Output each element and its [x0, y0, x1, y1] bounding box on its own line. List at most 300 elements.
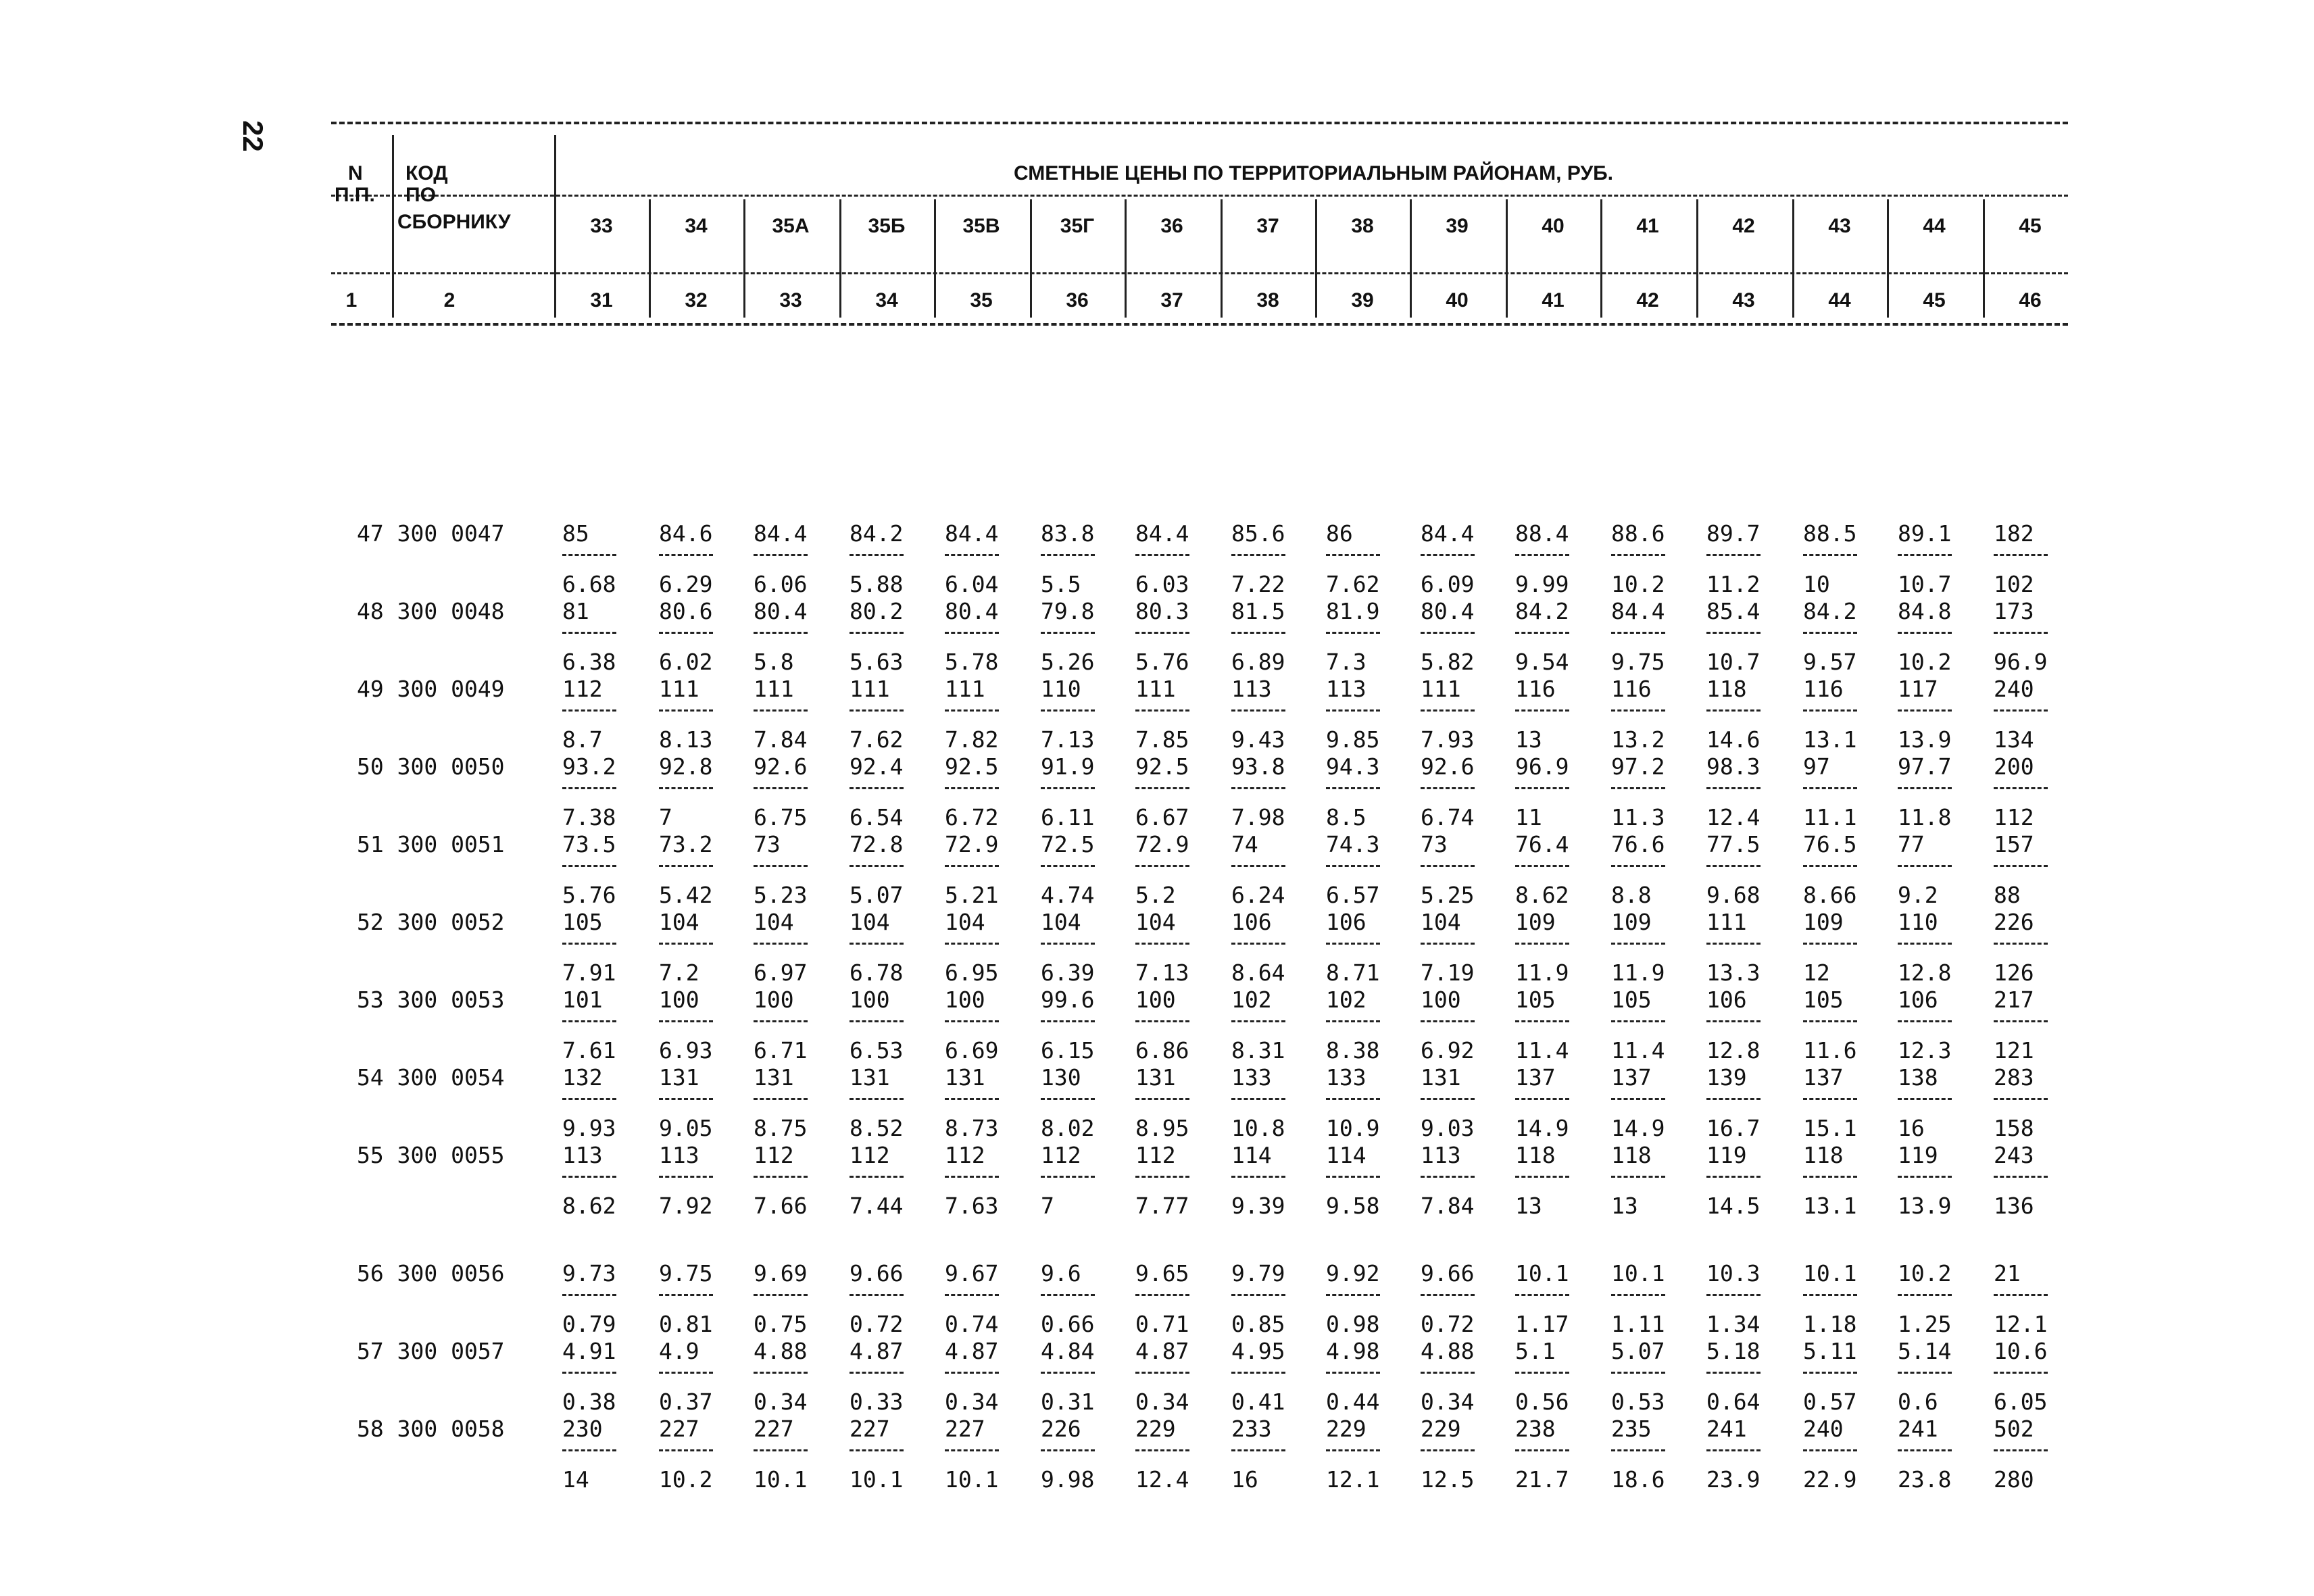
region-header: 38	[1351, 215, 1374, 237]
fraction-bar	[1611, 1294, 1665, 1296]
price-numerator: 96.9	[1515, 753, 1569, 780]
price-numerator: 85.4	[1706, 598, 1761, 624]
fraction-bar	[1515, 709, 1569, 712]
price-numerator: 4.91	[562, 1338, 616, 1364]
fraction-bar	[754, 1294, 808, 1296]
fraction-bar	[1994, 787, 2048, 789]
column-separator	[1125, 199, 1127, 318]
price-numerator: 130	[1041, 1064, 1081, 1091]
fraction-bar	[1994, 865, 2048, 867]
fraction-bar	[1898, 1372, 1952, 1374]
fraction-bar	[850, 1449, 904, 1451]
fraction-bar	[1515, 943, 1569, 945]
price-numerator: 97.7	[1898, 753, 1952, 780]
fraction-bar	[1326, 554, 1380, 556]
price-numerator: 109	[1803, 909, 1844, 935]
price-numerator: 73	[1421, 831, 1448, 857]
price-denominator: 22.9	[1803, 1466, 1857, 1493]
price-numerator: 139	[1706, 1064, 1747, 1091]
price-denominator: 9.75	[1611, 649, 1665, 675]
fraction-bar	[1898, 632, 1952, 634]
price-numerator: 80.4	[754, 598, 808, 624]
fraction-bar	[1611, 1098, 1665, 1100]
column-number: 34	[875, 289, 898, 311]
price-numerator: 112	[945, 1142, 985, 1168]
price-numerator: 226	[1994, 909, 2034, 935]
price-numerator: 9.66	[850, 1260, 904, 1287]
fraction-bar	[1135, 632, 1189, 634]
price-denominator: 7.44	[850, 1193, 904, 1219]
fraction-bar	[1706, 1176, 1761, 1178]
price-denominator: 102	[1994, 571, 2034, 597]
price-numerator: 112	[562, 676, 603, 702]
fraction-bar	[1041, 709, 1095, 712]
price-denominator: 12	[1803, 959, 1830, 986]
price-numerator: 111	[850, 676, 890, 702]
price-numerator: 100	[850, 987, 890, 1013]
fraction-bar	[1326, 1098, 1380, 1100]
column-number: 35	[970, 289, 993, 311]
price-numerator: 80.6	[659, 598, 713, 624]
fraction-bar	[1803, 554, 1857, 556]
price-denominator: 23.9	[1706, 1466, 1761, 1493]
fraction-bar	[1231, 1449, 1285, 1451]
fraction-bar	[1898, 943, 1952, 945]
price-denominator: 7.66	[754, 1193, 808, 1219]
column-separator	[1887, 199, 1889, 318]
fraction-bar	[1231, 632, 1285, 634]
price-denominator: 12.4	[1706, 804, 1761, 830]
price-numerator: 227	[850, 1416, 890, 1442]
fraction-bar	[1994, 943, 2048, 945]
price-numerator: 81.9	[1326, 598, 1380, 624]
price-numerator: 72.8	[850, 831, 904, 857]
fraction-bar	[562, 1449, 616, 1451]
price-denominator: 9.85	[1326, 726, 1380, 753]
fraction-bar	[1706, 1372, 1761, 1374]
price-denominator: 7.62	[1326, 571, 1380, 597]
price-numerator: 113	[659, 1142, 699, 1168]
price-numerator: 100	[1421, 987, 1461, 1013]
column-separator	[649, 199, 651, 318]
price-numerator: 233	[1231, 1416, 1272, 1442]
price-denominator: 12.8	[1898, 959, 1952, 986]
price-denominator: 13.3	[1706, 959, 1761, 986]
column-number: 32	[685, 289, 708, 311]
price-denominator: 6.78	[850, 959, 904, 986]
fraction-bar	[1706, 632, 1761, 634]
price-denominator: 7.19	[1421, 959, 1475, 986]
price-numerator: 119	[1706, 1142, 1747, 1168]
price-denominator: 0.44	[1326, 1389, 1380, 1415]
price-denominator: 5.63	[850, 649, 904, 675]
fraction-bar	[1706, 1098, 1761, 1100]
fraction-bar	[850, 1372, 904, 1374]
fraction-bar	[1135, 787, 1189, 789]
header-colnum-rule	[331, 272, 2068, 274]
price-numerator: 137	[1803, 1064, 1844, 1091]
region-header: 45	[2019, 215, 2042, 237]
price-denominator: 7.61	[562, 1037, 616, 1064]
price-numerator: 105	[1515, 987, 1556, 1013]
price-denominator: 10.2	[1898, 649, 1952, 675]
fraction-bar	[754, 1449, 808, 1451]
price-denominator: 9.2	[1898, 882, 1938, 908]
price-denominator: 9.98	[1041, 1466, 1095, 1493]
price-numerator: 76.6	[1611, 831, 1665, 857]
price-denominator: 0.71	[1135, 1311, 1189, 1337]
row-label: 47 300 0047	[357, 520, 505, 547]
price-numerator: 117	[1898, 676, 1938, 702]
price-numerator: 283	[1994, 1064, 2034, 1091]
fraction-bar	[1994, 554, 2048, 556]
price-numerator: 97	[1803, 753, 1830, 780]
price-denominator: 7.91	[562, 959, 616, 986]
fraction-bar	[659, 1176, 713, 1178]
fraction-bar	[1706, 1020, 1761, 1022]
price-numerator: 92.8	[659, 753, 713, 780]
fraction-bar	[562, 1020, 616, 1022]
price-numerator: 5.11	[1803, 1338, 1857, 1364]
price-denominator: 10.9	[1326, 1115, 1380, 1141]
price-denominator: 13	[1515, 726, 1542, 753]
fraction-bar	[1421, 709, 1475, 712]
price-numerator: 119	[1898, 1142, 1938, 1168]
price-numerator: 77.5	[1706, 831, 1761, 857]
price-numerator: 101	[562, 987, 603, 1013]
price-numerator: 241	[1898, 1416, 1938, 1442]
price-denominator: 0.34	[1135, 1389, 1189, 1415]
fraction-bar	[850, 1098, 904, 1100]
fraction-bar	[1898, 865, 1952, 867]
price-denominator: 6.29	[659, 571, 713, 597]
price-numerator: 92.6	[1421, 753, 1475, 780]
region-header: 41	[1636, 215, 1659, 237]
price-numerator: 80.3	[1135, 598, 1189, 624]
fraction-bar	[1611, 787, 1665, 789]
fraction-bar	[1994, 709, 2048, 712]
price-denominator: 12.8	[1706, 1037, 1761, 1064]
price-numerator: 116	[1611, 676, 1652, 702]
price-denominator: 6.67	[1135, 804, 1189, 830]
fraction-bar	[754, 709, 808, 712]
price-numerator: 226	[1041, 1416, 1081, 1442]
column-separator	[1030, 199, 1032, 318]
price-numerator: 118	[1611, 1142, 1652, 1168]
price-denominator: 10.1	[850, 1466, 904, 1493]
price-numerator: 10.1	[1611, 1260, 1665, 1287]
price-denominator: 5.82	[1421, 649, 1475, 675]
fraction-bar	[1994, 1176, 2048, 1178]
price-numerator: 217	[1994, 987, 2034, 1013]
price-numerator: 88.6	[1611, 520, 1665, 547]
fraction-bar	[1898, 1176, 1952, 1178]
fraction-bar	[659, 943, 713, 945]
header-col-n-sub: П.П.	[335, 184, 375, 206]
price-denominator: 5.25	[1421, 882, 1475, 908]
price-numerator: 104	[754, 909, 794, 935]
fraction-bar	[659, 632, 713, 634]
price-denominator: 6.04	[945, 571, 999, 597]
price-denominator: 0.85	[1231, 1311, 1285, 1337]
price-numerator: 4.87	[945, 1338, 999, 1364]
price-numerator: 235	[1611, 1416, 1652, 1442]
price-numerator: 113	[562, 1142, 603, 1168]
price-numerator: 113	[1326, 676, 1367, 702]
fraction-bar	[1994, 1020, 2048, 1022]
column-separator	[839, 199, 841, 318]
price-denominator: 0.74	[945, 1311, 999, 1337]
price-numerator: 93.8	[1231, 753, 1285, 780]
price-denominator: 18.6	[1611, 1466, 1665, 1493]
price-numerator: 114	[1326, 1142, 1367, 1168]
price-numerator: 89.7	[1706, 520, 1761, 547]
fraction-bar	[850, 865, 904, 867]
price-numerator: 100	[754, 987, 794, 1013]
fraction-bar	[945, 1449, 999, 1451]
price-denominator: 8.52	[850, 1115, 904, 1141]
price-numerator: 4.87	[850, 1338, 904, 1364]
price-numerator: 182	[1994, 520, 2034, 547]
fraction-bar	[1994, 632, 2048, 634]
price-numerator: 111	[1706, 909, 1747, 935]
price-numerator: 137	[1611, 1064, 1652, 1091]
fraction-bar	[945, 632, 999, 634]
price-numerator: 118	[1515, 1142, 1556, 1168]
price-numerator: 131	[1135, 1064, 1176, 1091]
price-numerator: 97.2	[1611, 753, 1665, 780]
price-numerator: 138	[1898, 1064, 1938, 1091]
price-denominator: 0.53	[1611, 1389, 1665, 1415]
fraction-bar	[754, 1020, 808, 1022]
price-numerator: 84.4	[945, 520, 999, 547]
price-numerator: 81	[562, 598, 589, 624]
price-denominator: 6.86	[1135, 1037, 1189, 1064]
price-denominator: 0.66	[1041, 1311, 1095, 1337]
price-numerator: 79.8	[1041, 598, 1095, 624]
fraction-bar	[1611, 943, 1665, 945]
column-number: 41	[1542, 289, 1565, 311]
price-denominator: 7.62	[850, 726, 904, 753]
price-denominator: 14.5	[1706, 1193, 1761, 1219]
price-denominator: 7.85	[1135, 726, 1189, 753]
price-numerator: 109	[1611, 909, 1652, 935]
region-header: 40	[1542, 215, 1565, 237]
fraction-bar	[1135, 1372, 1189, 1374]
price-denominator: 6.75	[754, 804, 808, 830]
column-separator	[1315, 199, 1317, 318]
price-denominator: 5.42	[659, 882, 713, 908]
price-denominator: 6.95	[945, 959, 999, 986]
price-denominator: 14.9	[1515, 1115, 1569, 1141]
fraction-bar	[1421, 943, 1475, 945]
price-denominator: 8.71	[1326, 959, 1380, 986]
price-numerator: 100	[1135, 987, 1176, 1013]
price-denominator: 11.9	[1515, 959, 1569, 986]
price-numerator: 105	[1803, 987, 1844, 1013]
price-numerator: 131	[945, 1064, 985, 1091]
fraction-bar	[1803, 787, 1857, 789]
price-numerator: 76.4	[1515, 831, 1569, 857]
price-denominator: 7	[659, 804, 672, 830]
price-denominator: 6.92	[1421, 1037, 1475, 1064]
price-denominator: 10.7	[1898, 571, 1952, 597]
fraction-bar	[1135, 1449, 1189, 1451]
price-denominator: 11.2	[1706, 571, 1761, 597]
column-number: 31	[590, 289, 613, 311]
price-denominator: 134	[1994, 726, 2034, 753]
price-denominator: 0.98	[1326, 1311, 1380, 1337]
fraction-bar	[1231, 943, 1285, 945]
price-numerator: 104	[850, 909, 890, 935]
price-denominator: 7.84	[754, 726, 808, 753]
column-number: 46	[2019, 289, 2042, 311]
fraction-bar	[562, 554, 616, 556]
price-denominator: 8.31	[1231, 1037, 1285, 1064]
price-denominator: 6.39	[1041, 959, 1095, 986]
price-denominator: 96.9	[1994, 649, 2048, 675]
price-numerator: 5.07	[1611, 1338, 1665, 1364]
fraction-bar	[1326, 865, 1380, 867]
column-separator	[1506, 199, 1508, 318]
row-label: 56 300 0056	[357, 1260, 505, 1287]
fraction-bar	[850, 709, 904, 712]
price-numerator: 92.5	[1135, 753, 1189, 780]
fraction-bar	[1803, 1449, 1857, 1451]
fraction-bar	[1135, 709, 1189, 712]
header-code-line1: КОД	[405, 162, 448, 184]
price-denominator: 6.68	[562, 571, 616, 597]
price-denominator: 0.72	[850, 1311, 904, 1337]
colnum-2: 2	[443, 289, 456, 311]
fraction-bar	[562, 1294, 616, 1296]
price-denominator: 7.98	[1231, 804, 1285, 830]
price-numerator: 81.5	[1231, 598, 1285, 624]
price-numerator: 4.95	[1231, 1338, 1285, 1364]
price-numerator: 4.84	[1041, 1338, 1095, 1364]
price-numerator: 72.5	[1041, 831, 1095, 857]
price-denominator: 5.26	[1041, 649, 1095, 675]
price-denominator: 12.3	[1898, 1037, 1952, 1064]
price-numerator: 84.4	[1611, 598, 1665, 624]
price-numerator: 72.9	[1135, 831, 1189, 857]
fraction-bar	[754, 1098, 808, 1100]
price-denominator: 12.1	[1326, 1466, 1380, 1493]
price-denominator: 8.64	[1231, 959, 1285, 986]
fraction-bar	[1421, 632, 1475, 634]
price-denominator: 6.93	[659, 1037, 713, 1064]
price-denominator: 11.1	[1803, 804, 1857, 830]
price-denominator: 9.99	[1515, 571, 1569, 597]
price-numerator: 74	[1231, 831, 1258, 857]
fraction-bar	[754, 943, 808, 945]
fraction-bar	[850, 1020, 904, 1022]
price-denominator: 9.39	[1231, 1193, 1285, 1219]
region-header: 43	[1828, 215, 1851, 237]
fraction-bar	[1326, 787, 1380, 789]
price-denominator: 10.1	[945, 1466, 999, 1493]
price-numerator: 84.2	[850, 520, 904, 547]
fraction-bar	[1515, 1294, 1569, 1296]
price-denominator: 10.8	[1231, 1115, 1285, 1141]
column-number: 44	[1828, 289, 1851, 311]
fraction-bar	[945, 787, 999, 789]
fraction-bar	[1611, 632, 1665, 634]
price-numerator: 9.79	[1231, 1260, 1285, 1287]
fraction-bar	[945, 709, 999, 712]
row-label: 48 300 0048	[357, 598, 505, 624]
price-numerator: 133	[1326, 1064, 1367, 1091]
column-number: 36	[1066, 289, 1089, 311]
price-denominator: 6.06	[754, 571, 808, 597]
price-denominator: 6.24	[1231, 882, 1285, 908]
column-number: 33	[779, 289, 802, 311]
fraction-bar	[562, 865, 616, 867]
price-numerator: 4.98	[1326, 1338, 1380, 1364]
price-numerator: 111	[945, 676, 985, 702]
price-numerator: 229	[1421, 1416, 1461, 1442]
price-numerator: 137	[1515, 1064, 1556, 1091]
price-numerator: 9.65	[1135, 1260, 1189, 1287]
price-numerator: 106	[1898, 987, 1938, 1013]
price-denominator: 10.1	[754, 1466, 808, 1493]
fraction-bar	[659, 1372, 713, 1374]
fraction-bar	[945, 1020, 999, 1022]
price-numerator: 76.5	[1803, 831, 1857, 857]
price-denominator: 0.31	[1041, 1389, 1095, 1415]
price-denominator: 1.25	[1898, 1311, 1952, 1337]
price-denominator: 0.79	[562, 1311, 616, 1337]
price-denominator: 5.88	[850, 571, 904, 597]
fraction-bar	[1326, 1176, 1380, 1178]
price-denominator: 16.7	[1706, 1115, 1761, 1141]
row-label: 50 300 0050	[357, 753, 505, 780]
price-denominator: 12.1	[1994, 1311, 2048, 1337]
price-denominator: 7.92	[659, 1193, 713, 1219]
price-denominator: 0.34	[945, 1389, 999, 1415]
fraction-bar	[659, 554, 713, 556]
price-denominator: 0.37	[659, 1389, 713, 1415]
row-label: 54 300 0054	[357, 1064, 505, 1091]
region-header: 34	[685, 215, 708, 237]
price-denominator: 5.23	[754, 882, 808, 908]
price-numerator: 80.2	[850, 598, 904, 624]
fraction-bar	[1515, 1372, 1569, 1374]
price-denominator: 11.9	[1611, 959, 1665, 986]
header-title: СМЕТНЫЕ ЦЕНЫ ПО ТЕРРИТОРИАЛЬНЫМ РАЙОНАМ, РУБ.	[1014, 162, 1614, 184]
price-denominator: 88	[1994, 882, 2021, 908]
price-denominator: 11.3	[1611, 804, 1665, 830]
row-label: 49 300 0049	[357, 676, 505, 702]
fraction-bar	[1611, 554, 1665, 556]
price-denominator: 12.5	[1421, 1466, 1475, 1493]
price-denominator: 0.64	[1706, 1389, 1761, 1415]
price-numerator: 112	[1041, 1142, 1081, 1168]
price-numerator: 106	[1326, 909, 1367, 935]
price-denominator: 13.1	[1803, 1193, 1857, 1219]
price-denominator: 8.75	[754, 1115, 808, 1141]
price-denominator: 7.93	[1421, 726, 1475, 753]
fraction-bar	[562, 787, 616, 789]
fraction-bar	[1231, 1372, 1285, 1374]
price-denominator: 8.66	[1803, 882, 1857, 908]
column-separator	[1696, 199, 1698, 318]
price-numerator: 9.92	[1326, 1260, 1380, 1287]
price-numerator: 230	[562, 1416, 603, 1442]
price-numerator: 104	[659, 909, 699, 935]
price-denominator: 14	[562, 1466, 589, 1493]
price-denominator: 11.6	[1803, 1037, 1857, 1064]
